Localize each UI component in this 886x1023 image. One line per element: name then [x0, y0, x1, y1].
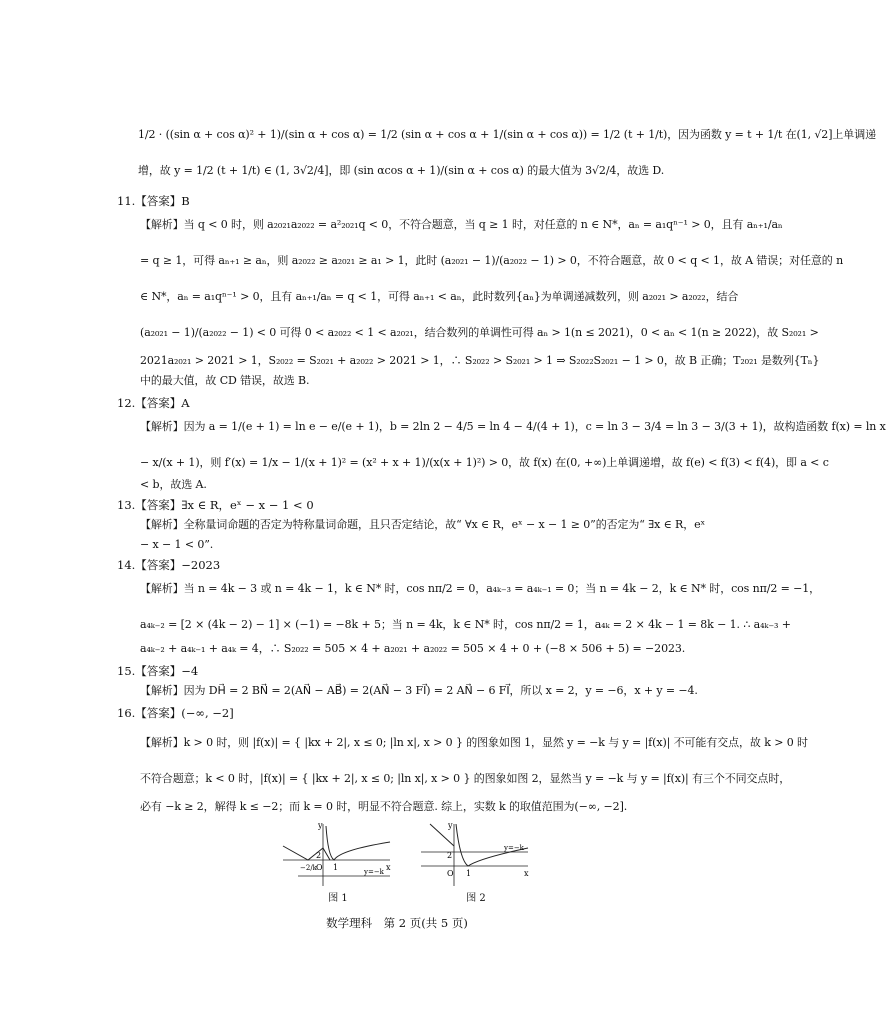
origin-label: O	[447, 869, 454, 878]
text-line: 2021a₂₀₂₁ > 2021 > 1，S₂₀₂₂ = S₂₀₂₁ + a₂₀₂₂ > 2021 > 1，∴ S₂₀₂₂ > S₂₀₂₁ > 1 ⇒ S₂₀₂₂S₂₀₂₁ − 1 > 0，故 B 正确；T₂₀₂₁ 是数列{Tₙ}	[140, 354, 820, 367]
text-line: 【解析】当 q < 0 时，则 a₂₀₂₁a₂₀₂₂ = a²₂₀₂₁q < 0，不符合题意，当 q ≥ 1 时，对任意的 n ∈ N*，aₙ = a₁qⁿ⁻¹ > 0，且有 aₙ₊₁/aₙ	[140, 218, 783, 231]
answer-11: 11.【答案】B	[117, 194, 190, 208]
text-line: 增，故 y = 1/2 (t + 1/t) ∈ (1, 3√2/4]，即 (sin αcos α + 1)/(sin α + cos α) 的最大值为 3√2/4，故选 D.	[138, 164, 665, 177]
text-line: (a₂₀₂₁ − 1)/(a₂₀₂₂ − 1) < 0 可得 0 < a₂₀₂₂ < 1 < a₂₀₂₁，结合数列的单调性可得 aₙ > 1(n ≤ 2021)，0 < aₙ < 1(n ≥ 2022)，故 S₂₀₂₁ >	[140, 326, 819, 339]
text-line: 中的最大值，故 CD 错误，故选 B.	[140, 374, 310, 387]
answer-16: 16.【答案】(−∞, −2]	[117, 706, 234, 720]
figure-1-graph	[278, 820, 398, 890]
line-label: y=−k	[504, 844, 524, 852]
tick-neg-2-over-k: −2/k	[300, 864, 317, 872]
text-line: − x − 1 < 0”.	[140, 538, 214, 551]
figure-2-graph	[416, 820, 536, 890]
y-axis-label: y	[448, 821, 453, 830]
text-line: 【解析】全称量词命题的否定为特称量词命题，且只否定结论，故“ ∀x ∈ R，eˣ − x − 1 ≥ 0”的否定为“ ∃x ∈ R，eˣ	[140, 518, 706, 531]
answer-12: 12.【答案】A	[117, 396, 190, 410]
x-axis-label: x	[524, 869, 529, 878]
text-line: a₄ₖ₋₂ = [2 × (4k − 2) − 1] × (−1) = −8k + 5；当 n = 4k，k ∈ N* 时，cos nπ/2 = 1，a₄ₖ = 2 × 4k − 1 = 8k − 1. ∴ a₄ₖ₋₃ +	[140, 618, 791, 631]
text-line: = q ≥ 1，可得 aₙ₊₁ ≥ aₙ，则 a₂₀₂₂ ≥ a₂₀₂₁ ≥ a₁ > 1，此时 (a₂₀₂₁ − 1)/(a₂₀₂₂ − 1) > 0，不符合题意，故 0 < q < 1，故 A 错误；对任意的 n	[140, 254, 844, 267]
text-line: 【解析】因为 DH⃗ = 2 BN⃗ = 2(AN⃗ − AB⃗) = 2(AN⃗ − 3 FI⃗) = 2 AN⃗ − 6 FI⃗，所以 x = 2，y = −6，x + y = −4.	[140, 684, 698, 697]
figure-2-caption: 图 2	[466, 893, 486, 904]
origin-label: O	[316, 863, 323, 872]
text-line: 1/2 · ((sin α + cos α)² + 1)/(sin α + cos α) = 1/2 (sin α + cos α + 1/(sin α + cos α)) = 1/2 (t + 1/t)，因为函数 y = t + 1/t 在(1, √2]上单调递	[138, 128, 877, 141]
text-line: 【解析】当 n = 4k − 3 或 n = 4k − 1，k ∈ N* 时，cos nπ/2 = 0，a₄ₖ₋₃ = a₄ₖ₋₁ = 0；当 n = 4k − 2，k ∈ N* 时，cos nπ/2 = −1，	[140, 582, 821, 595]
abs-ln-curve	[326, 826, 390, 860]
answer-13: 13.【答案】∃x ∈ R，eˣ − x − 1 < 0	[117, 498, 314, 512]
origin-label: 2	[316, 851, 322, 860]
text-line: ∈ N*，aₙ = a₁qⁿ⁻¹ > 0，且有 aₙ₊₁/aₙ = q < 1，可得 aₙ₊₁ < aₙ，此时数列{aₙ}为单调递减数列，则 a₂₀₂₁ > a₂₀₂₂，结合	[140, 290, 739, 303]
tick-one: 1	[333, 863, 339, 872]
answer-15: 15.【答案】−4	[117, 664, 199, 678]
text-line: a₄ₖ₋₂ + a₄ₖ₋₁ + a₄ₖ = 4，∴ S₂₀₂₂ = 505 × 4 + a₂₀₂₁ + a₂₀₂₂ = 505 × 4 + 0 + (−8 × 506 + 5) = −2023.	[140, 642, 686, 655]
text-line: − x/(x + 1)，则 f′(x) = 1/x − 1/(x + 1)² = (x² + x + 1)/(x(x + 1)²) > 0，故 f(x) 在(0, +∞)上单调递增，故 f(e) < f(3) < f(4)，即 a < c	[140, 456, 829, 469]
figure-1-caption: 图 1	[328, 893, 348, 904]
text-line: 不符合题意；k < 0 时，|f(x)| = { |kx + 2|, x ≤ 0; |ln x|, x > 0 } 的图象如图 2，显然当 y = −k 与 y = |f(x)| 有三个不同交点时，	[140, 772, 791, 785]
text-line: 【解析】因为 a = 1/(e + 1) = ln e − e/(e + 1)，b = 2ln 2 − 4/5 = ln 4 − 4/(4 + 1)，c = ln 3 − 3/4 = ln 3 − 3/(3 + 1)，故构造函数 f(x) = ln x	[140, 420, 886, 433]
tick-one: 1	[466, 869, 472, 878]
text-line: < b，故选 A.	[140, 478, 207, 491]
page-footer: 数学理科 第 2 页(共 5 页)	[326, 916, 468, 930]
x-axis-label: x	[386, 863, 391, 872]
answer-14: 14.【答案】−2023	[117, 558, 221, 572]
text-line: 【解析】k > 0 时，则 |f(x)| = { |kx + 2|, x ≤ 0; |ln x|, x > 0 } 的图象如图 1，显然 y = −k 与 y = |f(x)| 不可能有交点，故 k > 0 时	[140, 736, 808, 749]
text-line: 必有 −k ≥ 2，解得 k ≤ −2；而 k = 0 时，明显不符合题意. 综上，实数 k 的取值范围为(−∞, −2].	[140, 800, 628, 813]
y-axis-label: y	[318, 821, 323, 830]
line-label: y=−k	[364, 868, 384, 876]
tick-two: 2	[447, 851, 453, 860]
